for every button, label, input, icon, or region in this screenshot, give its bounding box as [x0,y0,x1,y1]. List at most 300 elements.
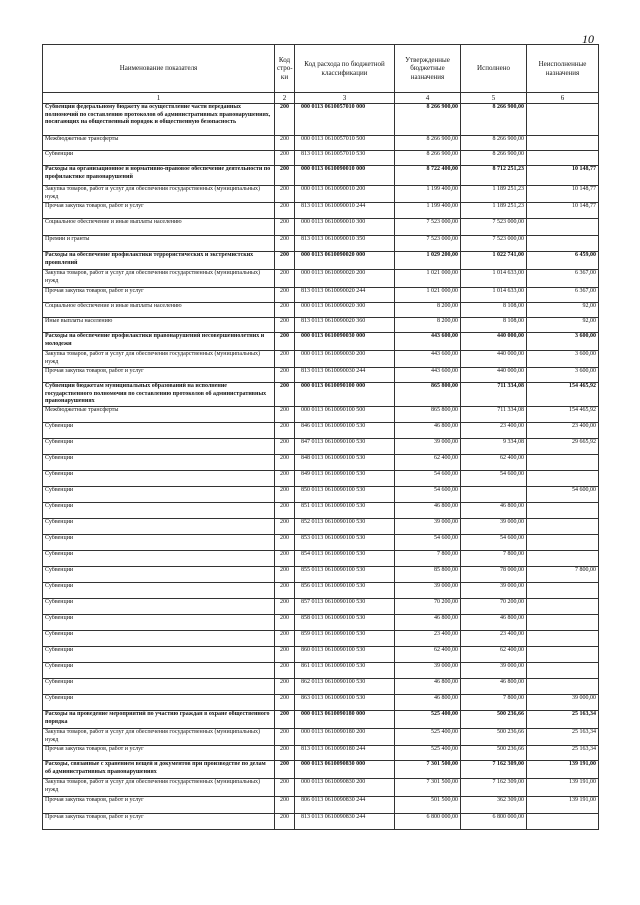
row-kbk-cell: 806 0113 0610090830 244 [295,797,395,814]
row-unexecuted-cell: 6 459,00 [527,252,599,270]
row-unexecuted-cell: 6 367,00 [527,288,599,303]
row-kbk-cell: 854 0113 0610090100 530 [295,551,395,567]
row-executed-cell: 46 800,00 [461,679,527,695]
row-name-cell: Расходы на организационное и нормативно-правовое обеспечение деятельности по профилактике правонарушений [43,166,275,186]
row-unexecuted-cell: 3 600,00 [527,368,599,383]
row-unexecuted-cell: 10 148,77 [527,186,599,203]
row-kbk-cell: 860 0113 0610090100 530 [295,647,395,663]
table-row [43,186,599,203]
row-name-cell: Субвенции [43,679,275,695]
row-kbk-cell: 000 0113 0610090830 200 [295,779,395,797]
table-row [43,471,599,487]
row-code-cell: 200 [275,455,295,471]
row-executed-cell: 440 000,00 [461,333,527,351]
row-unexecuted-cell: 23 400,00 [527,423,599,439]
row-unexecuted-cell [527,236,599,252]
row-code-cell: 200 [275,236,295,252]
row-name-cell: Прочая закупка товаров, работ и услуг [43,203,275,219]
row-unexecuted-cell [527,583,599,599]
row-kbk-cell: 000 0113 0610057010 000 [295,104,395,136]
row-unexecuted-cell [527,136,599,151]
row-name-cell: Прочая закупка товаров, работ и услуг [43,746,275,761]
row-approved-cell: 1 029 200,00 [395,252,461,270]
row-unexecuted-cell: 10 148,77 [527,166,599,186]
row-approved-cell: 8 200,00 [395,303,461,318]
row-kbk-cell: 849 0113 0610090100 530 [295,471,395,487]
row-unexecuted-cell: 7 800,00 [527,567,599,583]
row-executed-cell: 500 236,66 [461,746,527,761]
row-unexecuted-cell [527,631,599,647]
row-kbk-cell: 000 0113 0610090010 000 [295,166,395,186]
row-kbk-cell: 813 0113 0610090020 244 [295,288,395,303]
row-code-cell: 200 [275,136,295,151]
row-approved-cell: 39 000,00 [395,663,461,679]
row-name-cell: Субвенции [43,551,275,567]
table-row [43,647,599,663]
row-code-cell: 200 [275,746,295,761]
row-executed-cell: 500 236,66 [461,711,527,729]
table-row [43,599,599,615]
table-row [43,503,599,519]
row-name-cell: Субвенции [43,503,275,519]
column-number-row [43,93,599,104]
table-row [43,318,599,333]
row-code-cell: 200 [275,583,295,599]
row-code-cell: 200 [275,519,295,535]
row-code-cell: 200 [275,679,295,695]
row-executed-cell: 39 000,00 [461,583,527,599]
row-unexecuted-cell [527,535,599,551]
table-row [43,729,599,746]
row-approved-cell: 8 266 900,00 [395,104,461,136]
row-code-cell: 200 [275,535,295,551]
row-approved-cell: 443 600,00 [395,368,461,383]
row-unexecuted-cell: 92,00 [527,318,599,333]
row-code-cell: 200 [275,270,295,288]
table-row [43,439,599,455]
row-executed-cell: 7 800,00 [461,551,527,567]
row-code-cell: 200 [275,318,295,333]
row-approved-cell: 62 400,00 [395,647,461,663]
row-unexecuted-cell [527,615,599,631]
row-executed-cell: 62 400,00 [461,647,527,663]
row-name-cell: Расходы на обеспечение профилактики правонарушений несовершеннолетних и молодежи [43,333,275,351]
row-name-cell: Субвенции бюджетам муниципальных образований на исполнение государственного полномочия по составлению протоколов об административных правонарушениях [43,383,275,407]
row-executed-cell: 23 400,00 [461,631,527,647]
row-approved-cell: 525 400,00 [395,746,461,761]
row-code-cell: 200 [275,647,295,663]
row-kbk-cell: 859 0113 0610090100 530 [295,631,395,647]
row-kbk-cell: 000 0113 0610090030 200 [295,351,395,368]
row-approved-cell: 443 600,00 [395,351,461,368]
row-name-cell: Прочая закупка товаров, работ и услуг [43,814,275,830]
row-code-cell: 200 [275,383,295,407]
row-kbk-cell: 813 0113 0610090180 244 [295,746,395,761]
row-unexecuted-cell: 25 163,34 [527,746,599,761]
row-kbk-cell: 853 0113 0610090100 530 [295,535,395,551]
row-approved-cell: 6 800 000,00 [395,814,461,830]
row-code-cell: 200 [275,407,295,423]
row-approved-cell: 1 199 400,00 [395,186,461,203]
row-kbk-cell: 813 0113 0610090020 360 [295,318,395,333]
table-row [43,104,599,136]
row-approved-cell: 23 400,00 [395,631,461,647]
row-code-cell: 200 [275,104,295,136]
column-number: 2 [275,93,295,104]
column-number: 6 [527,93,599,104]
table-row [43,136,599,151]
row-name-cell: Межбюджетные трансферты [43,136,275,151]
table-row [43,236,599,252]
row-name-cell: Субвенции [43,695,275,711]
row-approved-cell: 501 500,00 [395,797,461,814]
row-unexecuted-cell [527,219,599,236]
table-row [43,368,599,383]
header-unexecuted: Неисполненные назначения [527,45,599,93]
row-executed-cell: 62 400,00 [461,455,527,471]
row-approved-cell: 1 021 000,00 [395,288,461,303]
row-code-cell: 200 [275,599,295,615]
row-kbk-cell: 847 0113 0610090100 530 [295,439,395,455]
row-executed-cell: 8 266 900,00 [461,136,527,151]
row-approved-cell: 7 523 000,00 [395,219,461,236]
row-name-cell: Премии и гранты [43,236,275,252]
row-executed-cell: 500 236,66 [461,729,527,746]
table-row [43,423,599,439]
row-name-cell: Субвенции [43,615,275,631]
budget-execution-table [42,44,599,830]
row-kbk-cell: 000 0113 0610090020 300 [295,303,395,318]
row-executed-cell: 46 800,00 [461,615,527,631]
row-approved-cell: 8 266 900,00 [395,151,461,166]
row-kbk-cell: 813 0113 0610057010 530 [295,151,395,166]
row-executed-cell: 78 000,00 [461,567,527,583]
table-row [43,551,599,567]
row-name-cell: Закупка товаров, работ и услуг для обеспечения государственных (муниципальных) нужд [43,351,275,368]
row-executed-cell: 7 162 309,00 [461,779,527,797]
row-approved-cell: 46 800,00 [395,423,461,439]
row-approved-cell: 865 800,00 [395,407,461,423]
row-name-cell: Субвенции [43,647,275,663]
row-kbk-cell: 813 0113 0610090010 350 [295,236,395,252]
row-kbk-cell: 000 0113 0610090100 500 [295,407,395,423]
row-unexecuted-cell: 154 465,92 [527,383,599,407]
table-row [43,679,599,695]
table-header-row [43,45,599,93]
table-row [43,219,599,236]
table-row [43,631,599,647]
row-kbk-cell: 855 0113 0610090100 530 [295,567,395,583]
row-executed-cell: 440 000,00 [461,351,527,368]
row-kbk-cell: 850 0113 0610090100 530 [295,487,395,503]
row-approved-cell: 46 800,00 [395,615,461,631]
row-approved-cell: 85 800,00 [395,567,461,583]
column-number: 3 [295,93,395,104]
row-code-cell: 200 [275,186,295,203]
table-row [43,151,599,166]
row-kbk-cell: 000 0113 0610057010 500 [295,136,395,151]
table-row [43,761,599,779]
row-unexecuted-cell [527,679,599,695]
row-unexecuted-cell: 39 000,00 [527,695,599,711]
row-kbk-cell: 813 0113 0610090030 244 [295,368,395,383]
row-executed-cell: 1 189 251,23 [461,186,527,203]
row-name-cell: Субвенции [43,471,275,487]
row-name-cell: Субвенции [43,439,275,455]
row-unexecuted-cell [527,455,599,471]
row-name-cell: Субвенции [43,455,275,471]
table-row [43,746,599,761]
row-code-cell: 200 [275,151,295,166]
row-unexecuted-cell: 25 163,34 [527,729,599,746]
row-name-cell: Субвенции [43,567,275,583]
row-unexecuted-cell [527,104,599,136]
row-unexecuted-cell [527,519,599,535]
row-code-cell: 200 [275,166,295,186]
row-code-cell: 200 [275,761,295,779]
row-name-cell: Субвенции [43,583,275,599]
row-kbk-cell: 862 0113 0610090100 530 [295,679,395,695]
row-executed-cell: 8 712 251,23 [461,166,527,186]
row-kbk-cell: 000 0113 0610090100 000 [295,383,395,407]
row-kbk-cell: 000 0113 0610090020 200 [295,270,395,288]
row-unexecuted-cell [527,647,599,663]
table-row [43,203,599,219]
row-name-cell: Закупка товаров, работ и услуг для обеспечения государственных (муниципальных) нужд [43,186,275,203]
row-name-cell: Субвенции [43,663,275,679]
row-unexecuted-cell: 139 191,00 [527,761,599,779]
row-code-cell: 200 [275,567,295,583]
row-approved-cell: 525 400,00 [395,729,461,746]
row-kbk-cell: 000 0113 0610090830 000 [295,761,395,779]
table-body [43,104,599,830]
row-code-cell: 200 [275,219,295,236]
table-row [43,487,599,503]
row-executed-cell: 362 309,00 [461,797,527,814]
row-approved-cell: 525 400,00 [395,711,461,729]
row-executed-cell: 8 108,00 [461,318,527,333]
row-code-cell: 200 [275,423,295,439]
table-row [43,779,599,797]
row-code-cell: 200 [275,203,295,219]
table-row [43,270,599,288]
row-approved-cell: 7 301 500,00 [395,779,461,797]
row-code-cell: 200 [275,695,295,711]
row-executed-cell: 70 200,00 [461,599,527,615]
row-unexecuted-cell: 54 600,00 [527,487,599,503]
row-code-cell: 200 [275,729,295,746]
row-executed-cell: 1 014 633,00 [461,270,527,288]
table-row [43,383,599,407]
row-kbk-cell: 848 0113 0610090100 530 [295,455,395,471]
row-approved-cell: 7 301 500,00 [395,761,461,779]
row-executed-cell: 7 523 000,00 [461,236,527,252]
row-unexecuted-cell: 3 600,00 [527,333,599,351]
table-row [43,407,599,423]
row-code-cell: 200 [275,631,295,647]
table-row [43,797,599,814]
row-code-cell: 200 [275,711,295,729]
row-executed-cell: 54 600,00 [461,471,527,487]
row-code-cell: 200 [275,487,295,503]
header-code: Код стро-ки [275,45,295,93]
row-kbk-cell: 851 0113 0610090100 530 [295,503,395,519]
row-approved-cell: 54 600,00 [395,487,461,503]
row-name-cell: Социальное обеспечение и иные выплаты населению [43,219,275,236]
header-name: Наименование показателя [43,45,275,93]
row-executed-cell: 7 162 309,00 [461,761,527,779]
row-approved-cell: 8 200,00 [395,318,461,333]
row-executed-cell: 46 800,00 [461,503,527,519]
row-unexecuted-cell: 29 665,92 [527,439,599,455]
row-name-cell: Субвенции [43,535,275,551]
header-executed: Исполнено [461,45,527,93]
row-kbk-cell: 857 0113 0610090100 530 [295,599,395,615]
row-code-cell: 200 [275,303,295,318]
row-code-cell: 200 [275,368,295,383]
row-name-cell: Иные выплаты населению [43,318,275,333]
table-row [43,519,599,535]
row-code-cell: 200 [275,663,295,679]
row-kbk-cell: 858 0113 0610090100 530 [295,615,395,631]
row-executed-cell: 23 400,00 [461,423,527,439]
row-unexecuted-cell [527,151,599,166]
row-unexecuted-cell [527,663,599,679]
row-name-cell: Прочая закупка товаров, работ и услуг [43,797,275,814]
row-code-cell: 200 [275,351,295,368]
row-executed-cell: 8 266 900,00 [461,104,527,136]
page-number: 10 [582,32,594,46]
row-name-cell: Субвенции [43,599,275,615]
row-unexecuted-cell [527,503,599,519]
column-number: 5 [461,93,527,104]
table-row [43,567,599,583]
row-name-cell: Межбюджетные трансферты [43,407,275,423]
row-approved-cell: 7 800,00 [395,551,461,567]
table-row [43,615,599,631]
row-unexecuted-cell: 139 191,00 [527,797,599,814]
row-approved-cell: 7 523 000,00 [395,236,461,252]
row-kbk-cell: 852 0113 0610090100 530 [295,519,395,535]
table-row [43,455,599,471]
row-kbk-cell: 863 0113 0610090100 530 [295,695,395,711]
row-approved-cell: 1 021 000,00 [395,270,461,288]
row-approved-cell: 46 800,00 [395,695,461,711]
row-approved-cell: 39 000,00 [395,439,461,455]
row-kbk-cell: 813 0113 0610090010 244 [295,203,395,219]
row-name-cell: Закупка товаров, работ и услуг для обеспечения государственных (муниципальных) нужд [43,779,275,797]
row-unexecuted-cell: 10 148,77 [527,203,599,219]
table-row [43,288,599,303]
row-unexecuted-cell: 25 163,34 [527,711,599,729]
row-code-cell: 200 [275,439,295,455]
table-row [43,711,599,729]
row-name-cell: Субвенции [43,519,275,535]
row-unexecuted-cell: 6 367,00 [527,270,599,288]
row-executed-cell: 9 334,08 [461,439,527,455]
column-number: 1 [43,93,275,104]
row-name-cell: Субвенции [43,423,275,439]
table-row [43,303,599,318]
row-approved-cell: 8 266 900,00 [395,136,461,151]
row-kbk-cell: 846 0113 0610090100 530 [295,423,395,439]
row-approved-cell: 39 000,00 [395,519,461,535]
header-kbk: Код расхода по бюджетной классификации [295,45,395,93]
row-approved-cell: 39 000,00 [395,583,461,599]
row-name-cell: Субвенции [43,631,275,647]
row-name-cell: Прочая закупка товаров, работ и услуг [43,368,275,383]
row-code-cell: 200 [275,471,295,487]
row-unexecuted-cell: 92,00 [527,303,599,318]
row-executed-cell: 6 800 000,00 [461,814,527,830]
row-approved-cell: 54 600,00 [395,535,461,551]
row-executed-cell: 711 334,08 [461,383,527,407]
row-kbk-cell: 000 0113 0610090010 200 [295,186,395,203]
row-kbk-cell: 000 0113 0610090180 200 [295,729,395,746]
row-unexecuted-cell [527,814,599,830]
row-approved-cell: 8 722 400,00 [395,166,461,186]
table-row [43,814,599,830]
row-unexecuted-cell [527,551,599,567]
row-code-cell: 200 [275,814,295,830]
row-unexecuted-cell: 3 600,00 [527,351,599,368]
row-executed-cell: 1 022 741,00 [461,252,527,270]
row-kbk-cell: 000 0113 0610090020 000 [295,252,395,270]
row-executed-cell [461,487,527,503]
row-name-cell: Субвенции [43,151,275,166]
row-name-cell: Прочая закупка товаров, работ и услуг [43,288,275,303]
row-kbk-cell: 813 0113 0610090830 244 [295,814,395,830]
row-approved-cell: 1 199 400,00 [395,203,461,219]
table-row [43,695,599,711]
row-code-cell: 200 [275,551,295,567]
table-row [43,535,599,551]
row-executed-cell: 7 800,00 [461,695,527,711]
row-unexecuted-cell: 154 465,92 [527,407,599,423]
row-executed-cell: 8 266 900,00 [461,151,527,166]
row-name-cell: Субвенции федеральному бюджету на осуществление части переданных полномочий по составлению протоколов об административных правонарушениях, посягающих на общественный порядок и общественную безопасность [43,104,275,136]
row-approved-cell: 46 800,00 [395,679,461,695]
row-name-cell: Закупка товаров, работ и услуг для обеспечения государственных (муниципальных) нужд [43,270,275,288]
row-name-cell: Закупка товаров, работ и услуг для обеспечения государственных (муниципальных) нужд [43,729,275,746]
row-kbk-cell: 000 0113 0610090010 300 [295,219,395,236]
row-executed-cell: 1 014 633,00 [461,288,527,303]
row-executed-cell: 39 000,00 [461,519,527,535]
row-name-cell: Субвенции [43,487,275,503]
table-row [43,333,599,351]
row-kbk-cell: 000 0113 0610090030 000 [295,333,395,351]
row-code-cell: 200 [275,615,295,631]
row-code-cell: 200 [275,288,295,303]
row-approved-cell: 62 400,00 [395,455,461,471]
row-approved-cell: 70 200,00 [395,599,461,615]
row-unexecuted-cell: 139 191,00 [527,779,599,797]
row-unexecuted-cell [527,599,599,615]
row-code-cell: 200 [275,797,295,814]
row-code-cell: 200 [275,503,295,519]
row-code-cell: 200 [275,333,295,351]
row-executed-cell: 54 600,00 [461,535,527,551]
table-row [43,583,599,599]
row-executed-cell: 440 000,00 [461,368,527,383]
row-approved-cell: 46 800,00 [395,503,461,519]
row-unexecuted-cell [527,471,599,487]
row-executed-cell: 1 189 251,23 [461,203,527,219]
row-name-cell: Расходы на проведение мероприятий по участию граждан в охране общественного порядка [43,711,275,729]
column-number: 4 [395,93,461,104]
row-code-cell: 200 [275,779,295,797]
row-executed-cell: 711 334,08 [461,407,527,423]
